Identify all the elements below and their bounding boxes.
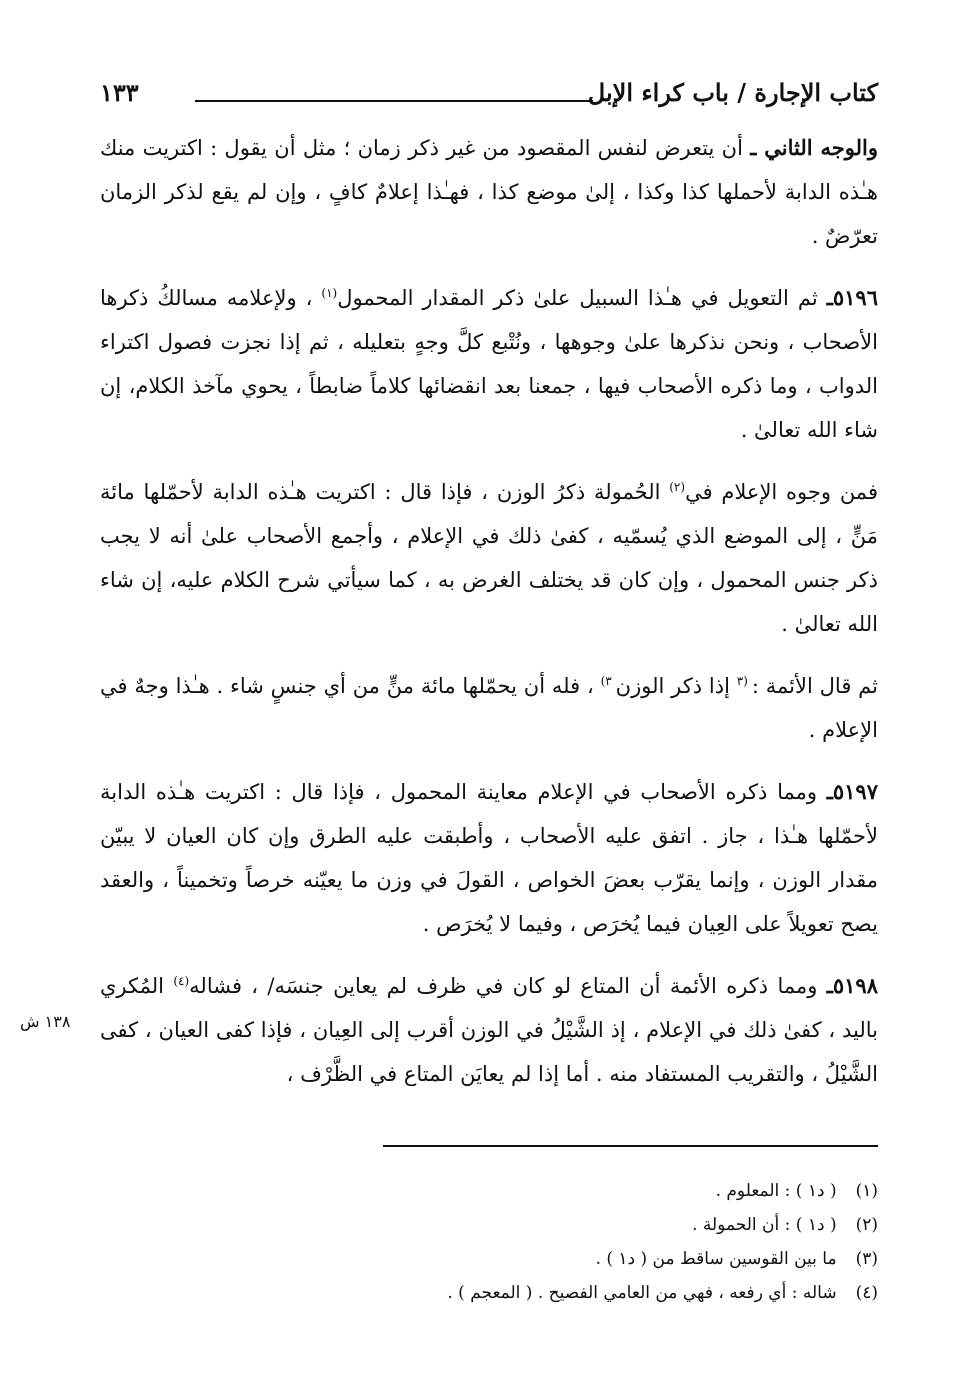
footnote-item (250, 1276, 878, 1310)
footnote-mark: (٢) (855, 1215, 878, 1235)
paragraph-text: ثم التعويل في هـٰذا السبيل علىٰ ذكر المقدار المحمول (337, 286, 827, 310)
footnote-separator (383, 1145, 878, 1147)
paragraph-text: الحُمولة ذكرُ الوزن ، فإذا قال : اكتريت هـٰذه الدابة لأحمّلها مائة مَنٍّ ، إلى الموضع الذي يُسمّيه ، كفىٰ ذلك في الإعلام ، وأجمع الأصحاب علىٰ أنه لا يجب ذكر جنس المحمول ، وإن كان قد يختلف الغرض به ، كما سيأتي شرح الكلام عليه، إن شاء الله تعالىٰ . (100, 480, 878, 636)
paragraph-5196 (100, 276, 878, 452)
page-number: ١٣٣ (100, 78, 139, 107)
footnote-ref-3-close[interactable]: ٣) (600, 674, 616, 688)
running-header (100, 78, 878, 118)
paragraph-text: ومما ذكره الأئمة أن المتاع لو كان في ظرف لم يعاين جنسَه/ ، فشاله (189, 974, 827, 998)
paragraph-text: المُكري باليد ، كفىٰ ذلك في الإعلام ، إذ الشَّيْلُ في الوزن أقرب إلى العِيان ، فإذا كفى العيان ، كفى الشَّيْلُ ، والتقريب المستفاد منه . أما إذا لم يعايَن المتاع في الظَّرْف ، (100, 974, 878, 1086)
footnote-text: ( د١ ) : أن الحمولة . (692, 1215, 837, 1235)
paragraph-text: ، ولإعلامه مسالكُ ذكرها الأصحاب ، ونحن نذكرها علىٰ وجوهها ، ونُتْبع كلَّ وجهٍ بتعليله ، ثم إذا نجزت فصول اكتراء الدواب ، وما ذكره الأصحاب فيها ، جمعنا بعد انقضائها كلاماً ضابطاً ، يحوي مآخذ الكلام، إن شاء الله تعالىٰ . (100, 286, 878, 442)
paragraph-weight (100, 470, 878, 646)
footnote-item (250, 1174, 878, 1208)
paragraph-lead: والوجه الثاني ـ (750, 135, 878, 160)
footnote-text: ( د١ ) : المعلوم . (715, 1181, 837, 1201)
footnote-item (250, 1208, 878, 1242)
header-rule (195, 100, 593, 102)
paragraph-imams (100, 664, 878, 752)
paragraph-text: ، فله أن يحمّلها مائة منٍّ من أي جنسٍ شاء . هـٰذا وجهٌ في الإعلام . (100, 674, 878, 742)
footnote-ref-1[interactable]: (١) (321, 286, 338, 300)
footnote-ref-4[interactable]: (٤) (173, 974, 190, 988)
chapter-title: كتاب الإجارة / باب كراء الإبل (587, 78, 878, 107)
footnote-mark: (٣) (855, 1249, 878, 1269)
paragraph-text: إذا ذكر الوزن (615, 674, 737, 698)
section-number: ٥١٩٦ـ (826, 285, 878, 310)
paragraph-text: ومما ذكره الأصحاب في الإعلام معاينة المحمول ، فإذا قال : اكتريت هـٰذه الدابة لأحمّلها هـٰذا ، جاز . اتفق عليه الأصحاب ، وأطبقت عليه الطرق وإن كان العيان لا يبيّن مقدار الوزن ، وإنما يقرّب بعضَ الخواص ، القولَ في وزن ما يعيّنه خرصاً وتخميناً ، والعقد يصح تعويلاً على العِيان فيما يُخرَص ، وفيما لا يُخرَص . (100, 780, 878, 936)
paragraph-5198 (100, 964, 878, 1096)
section-number: ٥١٩٨ـ (826, 973, 878, 998)
paragraph-text: فمن وجوه الإعلام في (685, 480, 878, 504)
footnotes (250, 1174, 878, 1310)
main-text (100, 126, 878, 1096)
footnote-item (250, 1242, 878, 1276)
footnote-mark: (٤) (855, 1283, 878, 1303)
manuscript-folio-note: ١٣٨ ش (20, 1012, 71, 1031)
footnote-text: شاله : أي رفعه ، فهي من العامي الفصيح . ( المعجم ) . (447, 1283, 837, 1303)
footnote-ref-3-open[interactable]: (٣ (736, 674, 752, 688)
paragraph-5197 (100, 770, 878, 946)
paragraph-text: ثم قال الأئمة : (751, 674, 878, 698)
footnote-ref-2[interactable]: (٢) (669, 480, 686, 494)
paragraph-text: أن يتعرض لنفس المقصود من غير ذكر زمان ؛ مثل أن يقول : اكتريت منك هـٰذه الدابة لأحملها كذا وكذا ، إلىٰ موضع كذا ، فهـٰذا إعلامٌ كافٍ ، وإن لم يقع لذكر الزمان تعرّضٌ . (100, 136, 878, 248)
paragraph-second-aspect (100, 126, 878, 258)
footnote-mark: (١) (855, 1181, 878, 1201)
section-number: ٥١٩٧ـ (826, 779, 878, 804)
footnote-text: ما بين القوسين ساقط من ( د١ ) . (595, 1249, 837, 1269)
